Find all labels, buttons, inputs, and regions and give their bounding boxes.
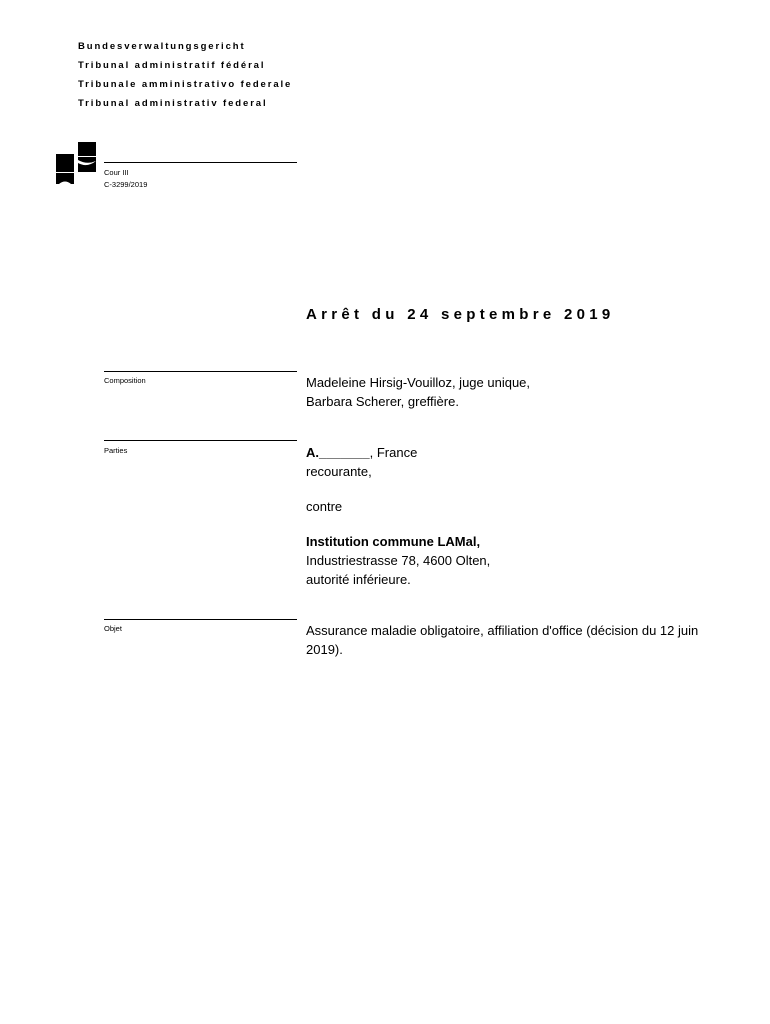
versus-text: contre — [306, 499, 343, 514]
court-name-it: Tribunale amministrativo federale — [78, 79, 293, 90]
court-division: Cour III — [104, 168, 129, 177]
respondent-address: Industriestrasse 78, 4600 Olten, — [306, 553, 491, 568]
subject-divider — [104, 619, 297, 620]
court-names-block — [78, 40, 292, 116]
composition-label: Composition — [104, 376, 146, 385]
subject-text: Assurance maladie obligatoire, affiliation d'office (décision du 12 juin 2019). — [306, 623, 699, 657]
court-name-fr: Tribunal administratif fédéral — [78, 60, 266, 71]
appellant-role: recourante, — [306, 464, 372, 479]
court-name-de: Bundesverwaltungsgericht — [78, 41, 246, 52]
appellant-name: A._______ — [306, 445, 370, 460]
respondent-role: autorité inférieure. — [306, 572, 411, 587]
case-number: C-3299/2019 — [104, 180, 148, 189]
header-divider — [104, 162, 297, 163]
composition-divider — [104, 371, 297, 372]
parties-label: Parties — [104, 446, 128, 455]
appellant-country: , France — [369, 445, 418, 460]
judgment-title: Arrêt du 24 septembre 2019 — [306, 306, 615, 323]
subject-label: Objet — [104, 624, 122, 633]
composition-judge: Madeleine Hirsig-Vouilloz, juge unique, — [306, 375, 531, 390]
composition-clerk: Barbara Scherer, greffière. — [306, 394, 459, 409]
court-name-rm: Tribunal administrativ federal — [78, 98, 268, 109]
respondent-name: Institution commune LAMal, — [306, 534, 481, 549]
parties-divider — [104, 440, 297, 441]
appellant-line — [306, 443, 417, 462]
court-logo-icon — [56, 142, 96, 186]
